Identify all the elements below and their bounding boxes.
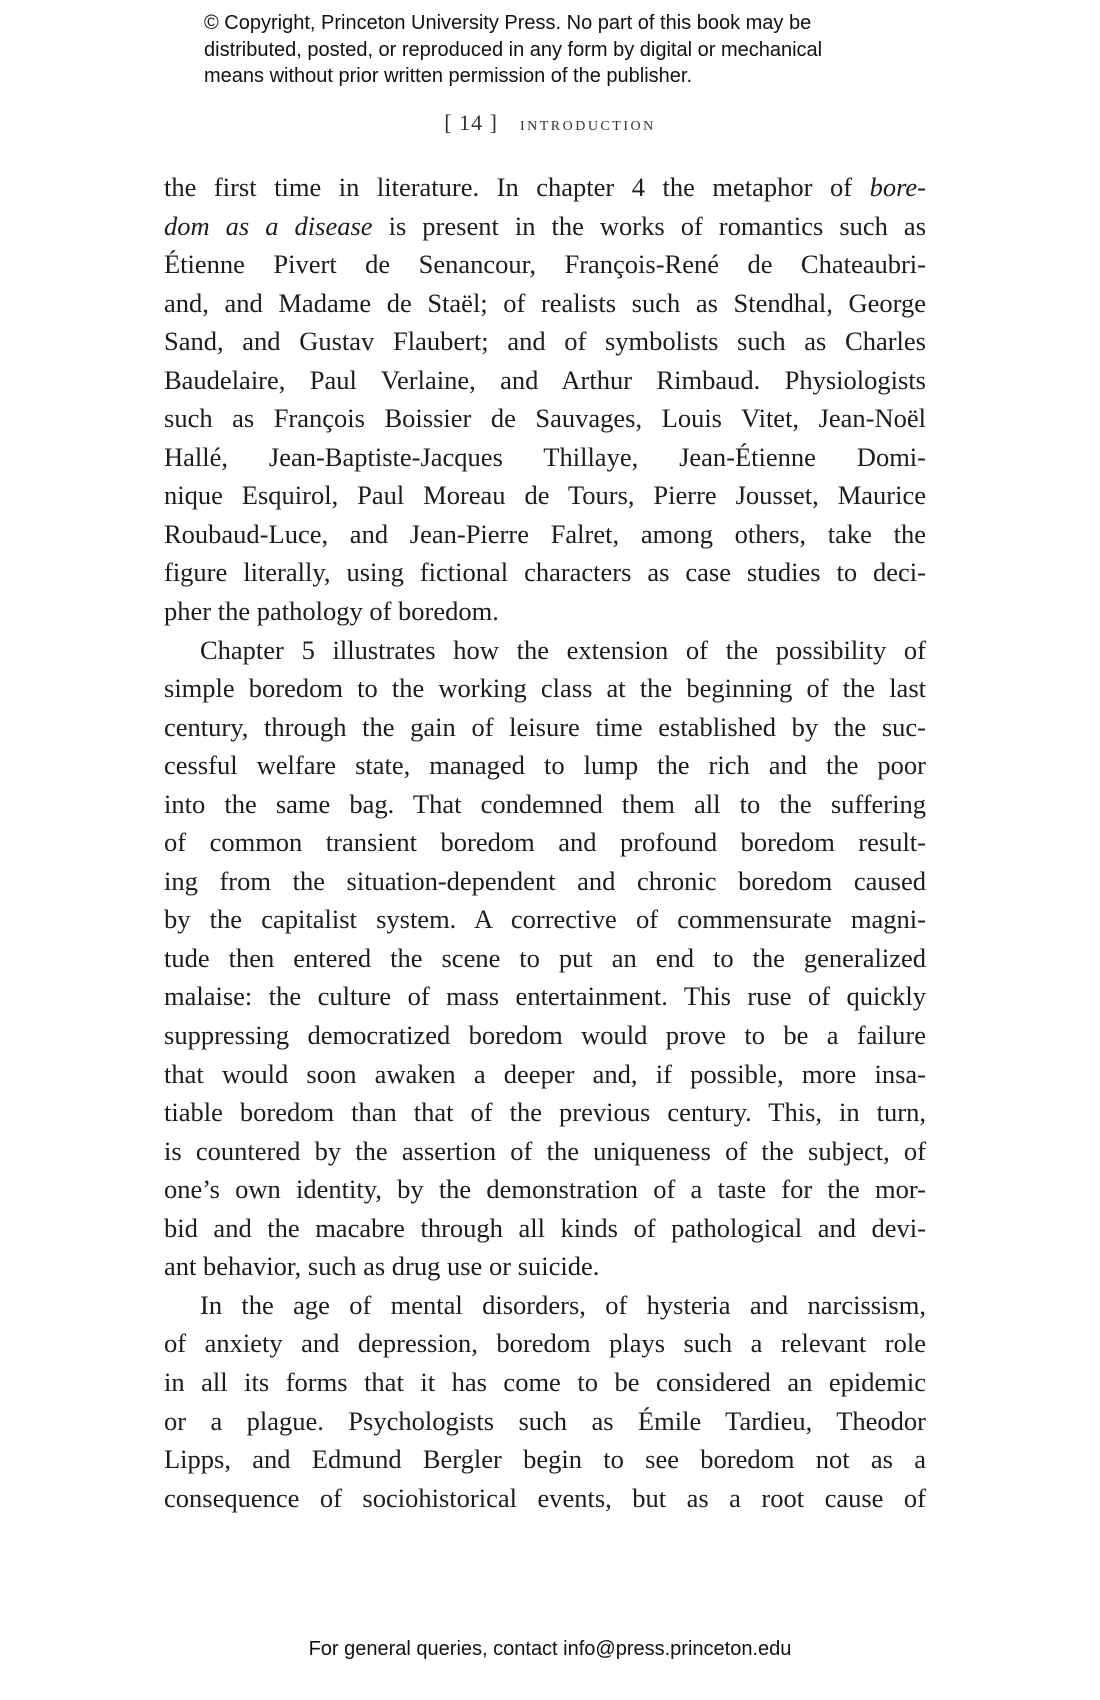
copyright-line: means without prior written permission of the publisher. [204, 65, 693, 87]
text-line [164, 1055, 926, 1094]
text-line [164, 168, 926, 207]
text-line [164, 862, 926, 901]
text-segment: tude then entered the scene to put an end to the generalized [164, 942, 926, 973]
text-line [164, 746, 926, 785]
text-segment: pher the pathology of boredom. [164, 596, 499, 627]
copyright-line: distributed, posted, or reproduced in any form by digital or mechanical [204, 38, 823, 61]
text-segment: such as François Boissier de Sauvages, Louis Vitet, Jean-Noël [164, 403, 926, 434]
text-segment: the first time in literature. In chapter 4 the metaphor of [164, 172, 870, 202]
text-line [164, 1170, 926, 1209]
text-segment: that would soon awaken a deeper and, if possible, more insa- [164, 1058, 926, 1089]
text-segment: tiable boredom than that of the previous century. This, in turn, [164, 1097, 926, 1128]
text-segment: suppressing democratized boredom would prove to be a failure [164, 1020, 926, 1051]
text-segment: is present in the works of romantics such as [372, 210, 927, 241]
text-line [164, 361, 926, 400]
text-line [164, 322, 926, 361]
copyright-notice [204, 10, 822, 90]
text-segment: ing from the situation-dependent and chronic boredom caused [164, 865, 926, 896]
text-line [164, 207, 926, 246]
text-segment: one’s own identity, by the demonstration of a taste for the mor- [164, 1174, 926, 1205]
text-segment: figure literally, using fictional characters as case studies to deci- [164, 557, 926, 588]
text-segment: of anxiety and depression, boredom plays such a relevant role [164, 1328, 926, 1359]
text-line [164, 785, 926, 824]
text-line [164, 245, 926, 284]
text-line [164, 823, 926, 862]
text-line [164, 1093, 926, 1132]
italic-text: bore- [869, 172, 926, 202]
text-line [164, 592, 926, 631]
paragraph [164, 631, 926, 1286]
text-segment: Lipps, and Edmund Bergler begin to see boredom not as a [164, 1444, 926, 1475]
text-line [164, 438, 926, 477]
text-segment: ant behavior, such as drug use or suicide. [164, 1251, 600, 1282]
text-segment: consequence of sociohistorical events, but as a root cause of [164, 1482, 926, 1513]
text-segment: Hallé, Jean-Baptiste-Jacques Thillaye, Jean-Étienne Domi- [164, 441, 926, 472]
text-segment: is countered by the assertion of the uniqueness of the subject, of [164, 1135, 926, 1166]
text-line [164, 631, 926, 670]
text-line [164, 1440, 926, 1479]
text-line [164, 1209, 926, 1248]
page-number: [ 14 ] [444, 110, 498, 135]
text-segment: in all its forms that it has come to be considered an epidemic [164, 1366, 926, 1397]
text-segment: cessful welfare state, managed to lump the rich and the poor [164, 750, 926, 781]
text-line [164, 1016, 926, 1055]
text-segment: Sand, and Gustav Flaubert; and of symbolists such as Charles [164, 326, 926, 357]
text-segment: Baudelaire, Paul Verlaine, and Arthur Rimbaud. Physiologists [164, 364, 926, 395]
text-segment: Étienne Pivert de Senancour, François-René de Chateaubri- [164, 249, 926, 280]
text-line [164, 1247, 926, 1286]
text-line [164, 1324, 926, 1363]
text-line [164, 900, 926, 939]
body-text [164, 168, 926, 1517]
text-segment: nique Esquirol, Paul Moreau de Tours, Pierre Jousset, Maurice [164, 480, 926, 511]
text-segment: bid and the macabre through all kinds of pathological and devi- [164, 1212, 926, 1243]
paragraph [164, 168, 926, 631]
text-segment: In the age of mental disorders, of hysteria and narcissism, [200, 1289, 926, 1320]
text-segment: Chapter 5 illustrates how the extension of the possibility of [200, 634, 926, 665]
text-line [164, 669, 926, 708]
text-line [164, 399, 926, 438]
copyright-line: © Copyright, Princeton University Press. No part of this book may be [204, 12, 812, 34]
text-line [164, 1132, 926, 1171]
text-line [164, 515, 926, 554]
chapter-title: introduction [519, 113, 656, 135]
text-line [164, 939, 926, 978]
text-segment: or a plague. Psychologists such as Émile Tardieu, Theodor [164, 1405, 926, 1436]
italic-text: dom as a disease [164, 210, 373, 241]
text-line [164, 1402, 926, 1441]
text-segment: malaise: the culture of mass entertainment. This ruse of quickly [164, 981, 926, 1012]
text-segment: Roubaud-Luce, and Jean-Pierre Falret, among others, take the [164, 518, 926, 549]
text-line [164, 708, 926, 747]
text-line [164, 977, 926, 1016]
text-segment: by the capitalist system. A corrective of commensurate magni- [164, 904, 926, 935]
text-segment: and, and Madame de Staël; of realists such as Stendhal, George [164, 287, 926, 318]
paragraph [164, 1286, 926, 1517]
text-segment: century, through the gain of leisure time established by the suc- [164, 711, 926, 742]
text-line [164, 284, 926, 323]
text-line [164, 1363, 926, 1402]
running-head [0, 110, 1100, 136]
text-segment: of common transient boredom and profound boredom result- [164, 827, 926, 858]
text-line [164, 1286, 926, 1325]
text-line [164, 553, 926, 592]
footer-contact: For general queries, contact info@press.princeton.edu [308, 1638, 792, 1660]
text-line [164, 476, 926, 515]
text-segment: into the same bag. That condemned them all to the suffering [164, 788, 926, 819]
text-segment: simple boredom to the working class at the beginning of the last [164, 673, 926, 704]
text-line [164, 1479, 926, 1518]
